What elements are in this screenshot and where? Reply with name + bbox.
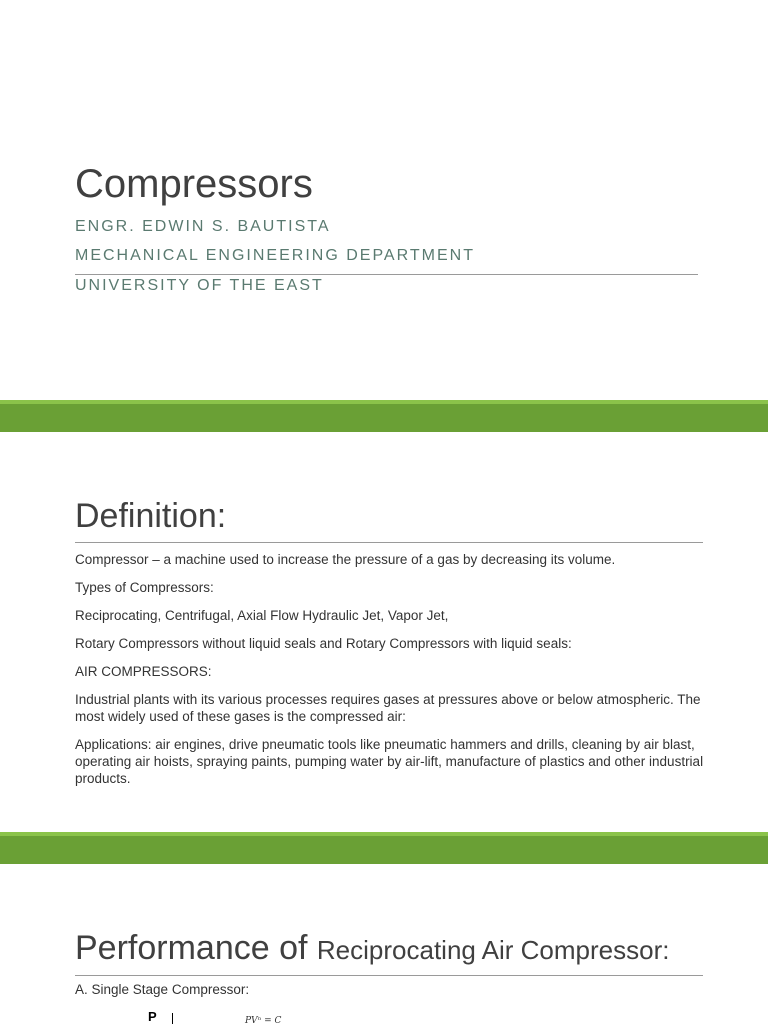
university-name: UNIVERSITY OF THE EAST [75, 277, 324, 294]
pressure-axis [172, 1013, 173, 1024]
slide-definition [0, 432, 768, 832]
paragraph-rotary-types: Rotary Compressors without liquid seals and Rotary Compressors with liquid seals: [75, 636, 572, 651]
presentation-title: Compressors [75, 162, 313, 206]
heading-divider [75, 542, 703, 543]
title-divider [75, 274, 698, 275]
stage-label: A. Single Stage Compressor: [75, 982, 250, 997]
slide-heading [75, 928, 669, 969]
polytropic-formula: PVⁿ = C [245, 1016, 282, 1024]
paragraph-types-list: Reciprocating, Centrifugal, Axial Flow Hydraulic Jet, Vapor Jet, [75, 608, 449, 623]
heading-divider [75, 975, 703, 976]
slide-body [75, 551, 705, 798]
paragraph-applications: Applications: air engines, drive pneumatic tools like pneumatic hammers and drills, cleaning by air blast, operating air hoists, spraying paints, pumping water by air-lift, manufacture of plastics and other industrial products. [75, 737, 704, 786]
paragraph-air-compressors: AIR COMPRESSORS: [75, 664, 212, 679]
paragraph-types-heading: Types of Compressors: [75, 580, 214, 595]
pv-diagram [145, 1009, 345, 1024]
heading-part-large: Performance of [75, 929, 317, 967]
slide-title [0, 0, 768, 400]
author-name: ENGR. EDWIN S. BAUTISTA [75, 218, 331, 235]
paragraph-industrial: Industrial plants with its various processes requires gases at pressures above or below atmospheric. The most widely used of these gases is the compressed air: [75, 692, 701, 724]
slide-separator [0, 832, 768, 864]
pressure-axis-label: P [148, 1009, 157, 1024]
paragraph-definition: Compressor – a machine used to increase the pressure of a gas by decreasing its volume. [75, 552, 616, 567]
slide-performance [0, 864, 768, 1024]
department-name: MECHANICAL ENGINEERING DEPARTMENT [75, 247, 475, 264]
slide-separator [0, 400, 768, 432]
heading-part-small: Reciprocating Air Compressor: [316, 935, 670, 965]
slide-heading: Definition: [75, 497, 227, 535]
